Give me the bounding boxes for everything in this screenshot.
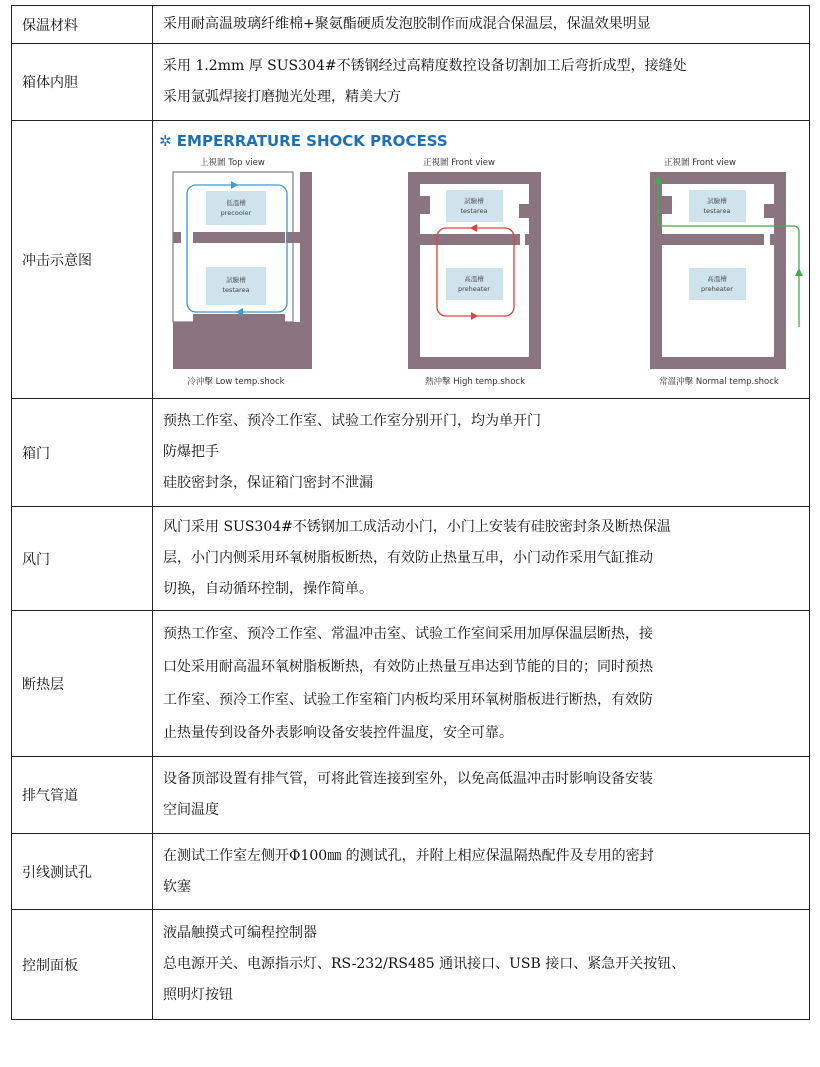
- content-line: 采用耐高温玻璃纤维棉+聚氨酯硬质发泡胶制作而成混合保温层，保温效果明显: [163, 16, 651, 32]
- content-line: 口处采用耐高温环氧树脂板断热，有效防止热量互串达到节能的目的；同时预热: [163, 658, 653, 675]
- content-line: 层，小门内侧采用环氧树脂板断热，有效防止热量互串，小门动作采用气缸推动: [163, 550, 653, 566]
- chamber-wall: [764, 204, 774, 218]
- flow-arrow-icon: [471, 312, 478, 320]
- view-label: 上視圖 Top view: [200, 157, 265, 168]
- chamber-wall: [420, 196, 430, 214]
- row-label: 排气管道: [12, 757, 153, 834]
- box-label: 高溫槽: [464, 274, 484, 283]
- chamber-wall: [529, 172, 541, 369]
- content-line: 照明灯按钮: [163, 987, 233, 1003]
- content-line: 预热工作室、预冷工作室、常温冲击室、试验工作室间采用加厚保温层断热，接: [163, 625, 653, 642]
- row-content: [153, 399, 810, 507]
- panel-high-temp: [408, 157, 541, 387]
- box-label: 試驗槽: [464, 196, 484, 205]
- table-row: [12, 910, 810, 1020]
- content-line: 工作室、预冷工作室、试验工作室箱门内板均采用环氧树脂板进行断热，有效防: [163, 691, 653, 708]
- row-content: [153, 834, 810, 910]
- spec-table: [11, 5, 810, 1020]
- box-label: 試驗槽: [226, 275, 246, 284]
- box-label: testarea: [460, 206, 488, 215]
- chamber-box-top: [446, 190, 503, 222]
- panel-normal-temp: [650, 157, 803, 387]
- shock-process-diagram: [153, 122, 820, 398]
- chamber-wall: [300, 172, 312, 369]
- panel-caption: 常溫沖擊 Normal temp.shock: [659, 376, 779, 387]
- row-label: 风门: [12, 507, 153, 611]
- content-line: 止热量传到设备外表影响设备安装控件温度，安全可靠。: [163, 724, 513, 741]
- row-content: [153, 910, 810, 1020]
- panel-low-temp: [173, 157, 312, 387]
- table-row: [12, 44, 810, 121]
- row-content: [153, 507, 810, 611]
- table-row: [12, 611, 810, 757]
- content-line: 预热工作室、预冷工作室、试验工作室分别开门，均为单开门: [163, 413, 541, 429]
- row-content: [153, 6, 810, 44]
- row-label: 保温材料: [12, 6, 153, 44]
- panel-caption: 冷沖擊 Low temp.shock: [187, 376, 285, 387]
- diagram-title: ✲ EMPERRATURE SHOCK PROCESS: [159, 131, 448, 150]
- chamber-wall: [408, 172, 420, 369]
- chamber-wall: [420, 234, 520, 245]
- flow-arrow-icon: [231, 181, 238, 189]
- box-label: precooler: [220, 208, 252, 217]
- table-row: [12, 507, 810, 611]
- content-line: 切换，自动循环控制，操作简单。: [163, 581, 373, 597]
- row-label: 箱门: [12, 399, 153, 507]
- row-label: 断热层: [12, 611, 153, 757]
- row-label: 冲击示意图: [12, 121, 153, 399]
- content-line: 风门采用 SUS304#不锈钢加工成活动小门，小门上安装有硅胶密封条及断热保温: [163, 519, 671, 535]
- chamber-wall: [525, 234, 541, 245]
- content-line: 采用 1.2mm 厚 SUS304#不锈钢经过高精度数控设备切割加工后弯折成型，接缝处: [163, 58, 687, 74]
- chamber-wall: [650, 172, 662, 369]
- row-label: 引线测试孔: [12, 834, 153, 910]
- table-row: [12, 399, 810, 507]
- chamber-wall: [286, 232, 300, 243]
- box-label: 試驗槽: [707, 196, 727, 205]
- content-line: 在测试工作室左侧开Φ100㎜ 的测试孔，并附上相应保温隔热配件及专用的密封: [163, 847, 654, 864]
- view-label: 正視圖 Front view: [664, 157, 736, 168]
- chamber-wall: [193, 232, 285, 243]
- flow-arrow-icon: [795, 268, 803, 276]
- content-line: 设备顶部设置有排气管，可将此管连接到室外，以免高低温冲击时影响设备安装: [163, 771, 653, 787]
- chamber-wall: [650, 357, 786, 369]
- content-line: 液晶触摸式可编程控制器: [163, 925, 317, 941]
- row-content: [153, 611, 810, 757]
- box-label: 低溫槽: [226, 198, 246, 207]
- flow-arrow-icon: [470, 224, 477, 232]
- row-content: [153, 121, 810, 399]
- chamber-box-top: [206, 191, 266, 225]
- table-row: [12, 121, 810, 399]
- row-content: [153, 44, 810, 121]
- chamber-wall: [408, 357, 541, 369]
- content-line: 软塞: [163, 878, 191, 895]
- content-line: 防爆把手: [163, 444, 219, 460]
- chamber-wall: [408, 234, 414, 245]
- chamber-wall: [662, 196, 672, 214]
- chamber-wall: [173, 322, 300, 369]
- content-line: 空间温度: [163, 802, 219, 818]
- chamber-wall: [662, 234, 764, 245]
- chamber-wall: [193, 314, 285, 322]
- table-row: [12, 757, 810, 834]
- row-label: 控制面板: [12, 910, 153, 1020]
- box-label: preheater: [458, 284, 490, 293]
- box-label: testarea: [222, 285, 250, 294]
- view-label: 正視圖 Front view: [423, 157, 495, 168]
- chamber-wall: [650, 172, 786, 184]
- content-line: 采用氩弧焊接打磨抛光处理，精美大方: [163, 89, 401, 105]
- chamber-box-bottom: [689, 268, 746, 300]
- content-line: 硅胶密封条，保证箱门密封不泄漏: [163, 475, 373, 491]
- chamber-box-bottom: [446, 268, 503, 300]
- chamber-box-top: [689, 190, 746, 222]
- chamber-wall: [770, 234, 786, 245]
- chamber-wall: [408, 172, 541, 184]
- chamber-wall: [519, 204, 529, 218]
- table-row: [12, 6, 810, 44]
- box-label: 高溫槽: [707, 274, 727, 283]
- row-content: [153, 757, 810, 834]
- box-label: preheater: [701, 284, 733, 293]
- content-line: 总电源开关、电源指示灯、RS-232/RS485 通讯接口、USB 接口、紧急开关按钮、: [163, 956, 686, 972]
- panel-caption: 熱沖擊 High temp.shock: [425, 376, 525, 387]
- table-row: [12, 834, 810, 910]
- chamber-wall: [774, 172, 786, 369]
- chamber-wall: [173, 232, 181, 243]
- box-label: testarea: [703, 206, 731, 215]
- row-label: 箱体内胆: [12, 44, 153, 121]
